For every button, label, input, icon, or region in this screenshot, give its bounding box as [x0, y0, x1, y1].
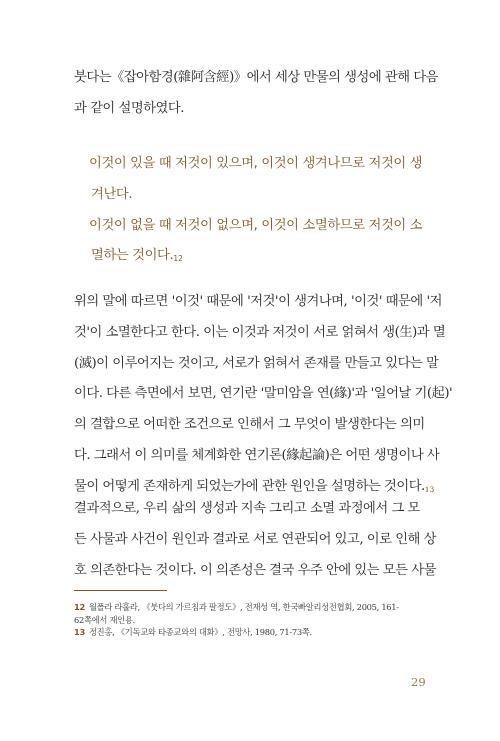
quote-line: 이것이 있을 때 저것이 있으며, 이것이 생겨나므로 저것이 생 — [89, 156, 423, 171]
text-line: 의 결합으로 어떠한 조건으로 인해서 그 무엇이 발생한다는 의미 — [74, 417, 425, 433]
footnote-divider — [74, 590, 167, 591]
text-line: 다. 그래서 이 의미를 체계화한 연기론(緣起論)은 어떤 생명이나 사 — [74, 447, 440, 463]
text-line: 이다. 다른 측면에서 보면, 연기란 '말미암을 연(緣)'과 '일어날 기(起)' — [74, 386, 453, 402]
text-line: 호 의존한다는 것이다. 이 의존성은 결국 우주 안에 있는 모든 사물 — [74, 562, 436, 578]
sutra-quote — [89, 149, 441, 272]
footnote-ref-12[interactable]: 12 — [173, 254, 183, 264]
text-line-content: 물이 어떻게 존재하게 되었는가에 관한 원인을 설명하는 것이다. — [74, 478, 425, 494]
quote-line-text: 멸하는 것이다. — [91, 248, 174, 264]
intro-paragraph — [74, 63, 446, 125]
main-paragraph — [74, 287, 453, 503]
text-line: 위의 말에 따르면 '이것' 때문에 '저것'이 생겨나며, '이것' 때문에 '저 — [74, 294, 442, 309]
text-line: 것'이 소멸한다고 한다. 이는 이것과 저것이 서로 얽혀서 생(生)과 멸 — [74, 324, 446, 340]
quote-line: 이것이 없을 때 저것이 없으며, 이것이 소멸하므로 저것이 소 — [89, 217, 423, 233]
footnote-ref-13[interactable]: 13 — [424, 484, 435, 494]
footnote-13 — [74, 626, 454, 639]
text-line: 과 같이 설명하였다. — [74, 100, 184, 116]
footnote-text: 월폴라 라훌라, 《붓다의 가르침과 팔정도》, 전재성 역, 한국빠알리성전협회, 2005, 161- — [88, 602, 399, 612]
footnote-number: 12 — [74, 602, 85, 612]
page-number: 29 — [411, 675, 426, 689]
footnotes — [74, 601, 454, 639]
footnote-continuation: 62쪽에서 재인용. — [74, 614, 135, 625]
final-paragraph — [74, 494, 446, 586]
quote-line: 겨난다. — [91, 186, 133, 202]
footnote-number: 13 — [74, 627, 85, 638]
text-line: 붓다는《잡아함경(雜阿含經)》에서 세상 만물의 생성에 관해 다음 — [74, 70, 439, 85]
footnote-12 — [74, 601, 454, 614]
footnote-text: 정진홍, 《기독교와 타종교와의 대화》, 전망사, 1980, 71-73쪽. — [88, 627, 312, 638]
quote-line-last — [89, 241, 441, 272]
text-line: (滅)이 이루어지는 것이고, 서로가 얽혀서 존재를 만들고 있다는 말 — [74, 355, 439, 371]
text-line: 결과적으로, 우리 삶의 생성과 지속 그리고 소멸 과정에서 그 모 — [74, 501, 420, 516]
text-line: 든 사물과 사건이 원인과 결과로 서로 연관되어 있고, 이로 인해 상 — [74, 531, 436, 547]
